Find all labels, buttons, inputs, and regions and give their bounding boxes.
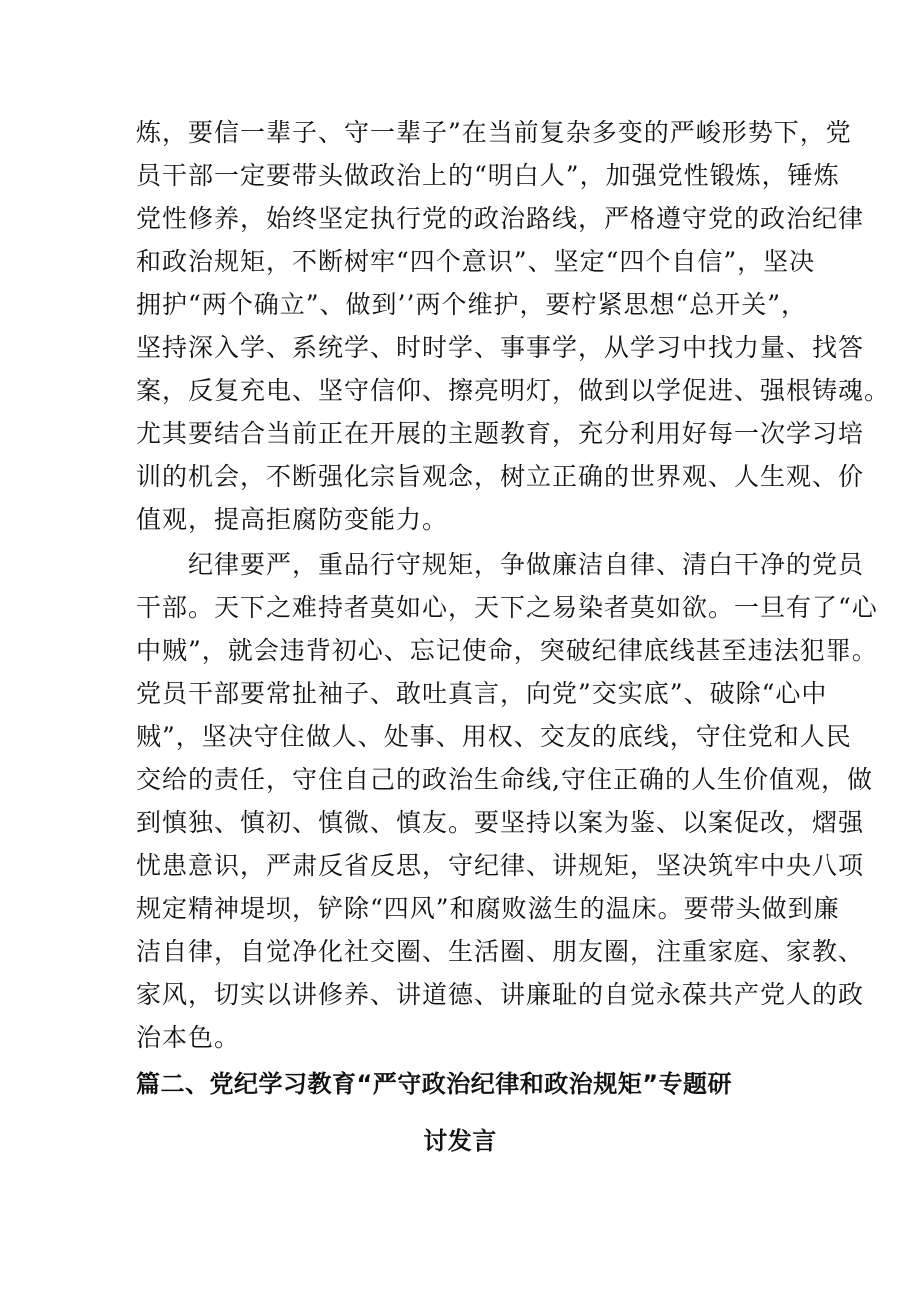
paragraph-line: 尤其要结合当前正在开展的主题教育，充分利用好每一次学习培 — [136, 419, 865, 448]
heading-line-1: 篇二、党纪学习教育“严守政治纪律和政治规矩”专题研 — [136, 1070, 733, 1098]
paragraph-line: 案，反复充电、坚守信仰、擦亮明灯，做到以学促进、强根铸魂。 — [136, 376, 891, 405]
paragraph-line: 坚持深入学、系统学、时时学、事事学，从学习中找力量、找答 — [136, 333, 865, 362]
paragraph-line: 中贼”，就会违背初心、忘记使命，突破纪律底线甚至违法犯罪。 — [136, 636, 878, 665]
paragraph-line: 规定精神堤坝，铲除“四风”和腐败滋生的温床。要带头做到廉 — [136, 894, 840, 923]
paragraph-line: 员干部一定要带头做政治上的“明白人”，加强党性锻炼，锤炼 — [136, 161, 840, 190]
paragraph-line: 纪律要严，重品行守规矩，争做廉洁自律、清白干净的党员 — [188, 550, 865, 579]
paragraph-line: 洁自律，自觉净化社交圈、生活圈、朋友圈，注重家庭、家教、 — [136, 937, 865, 966]
paragraph-line: 党性修养，始终坚定执行党的政治路线，严格遵守党的政治纪律 — [136, 204, 865, 233]
paragraph-line: 拥护“两个确立”、做到’’两个维护，要柠紧思想“总开关”， — [136, 290, 808, 319]
paragraph-line: 训的机会，不断强化宗旨观念，树立正确的世界观、人生观、价 — [136, 462, 865, 491]
heading-line-2: 讨发言 — [423, 1127, 497, 1155]
paragraph-line: 到慎独、慎初、慎微、慎友。要坚持以案为鉴、以案促改，熠强 — [136, 808, 865, 837]
paragraph-line: 贼”，坚决守住做人、处事、用权、交友的底线，守住党和人民 — [136, 722, 852, 751]
paragraph-line: 炼，要信一辈子、守一辈子”在当前复杂多变的严峻形势下，党 — [136, 118, 852, 147]
paragraph-line: 家风，切实以讲修养、讲道德、讲廉耻的自觉永葆共产党人的政 — [136, 980, 865, 1009]
paragraph-line: 交给的责任，守住自己的政治生命线,守住正确的人生价值观，做 — [136, 765, 873, 794]
paragraph-line: 党员干部要常扯袖子、敢吐真言，向党”交实底”、破除“心中 — [136, 679, 828, 708]
paragraph-line: 治本色。 — [136, 1023, 241, 1052]
paragraph-line: 值观，提高拒腐防变能力。 — [136, 505, 449, 534]
paragraph-line: 忧患意识，严肃反省反思，守纪律、讲规矩，坚决筑牢中央八项 — [136, 851, 865, 880]
paragraph-line: 干部。天下之难持者莫如心，天下之易染者莫如欲。一旦有了“心 — [136, 593, 878, 622]
paragraph-line: 和政治规矩，不断树牢“四个意识”、坚定“四个自信”，坚决 — [136, 247, 816, 276]
